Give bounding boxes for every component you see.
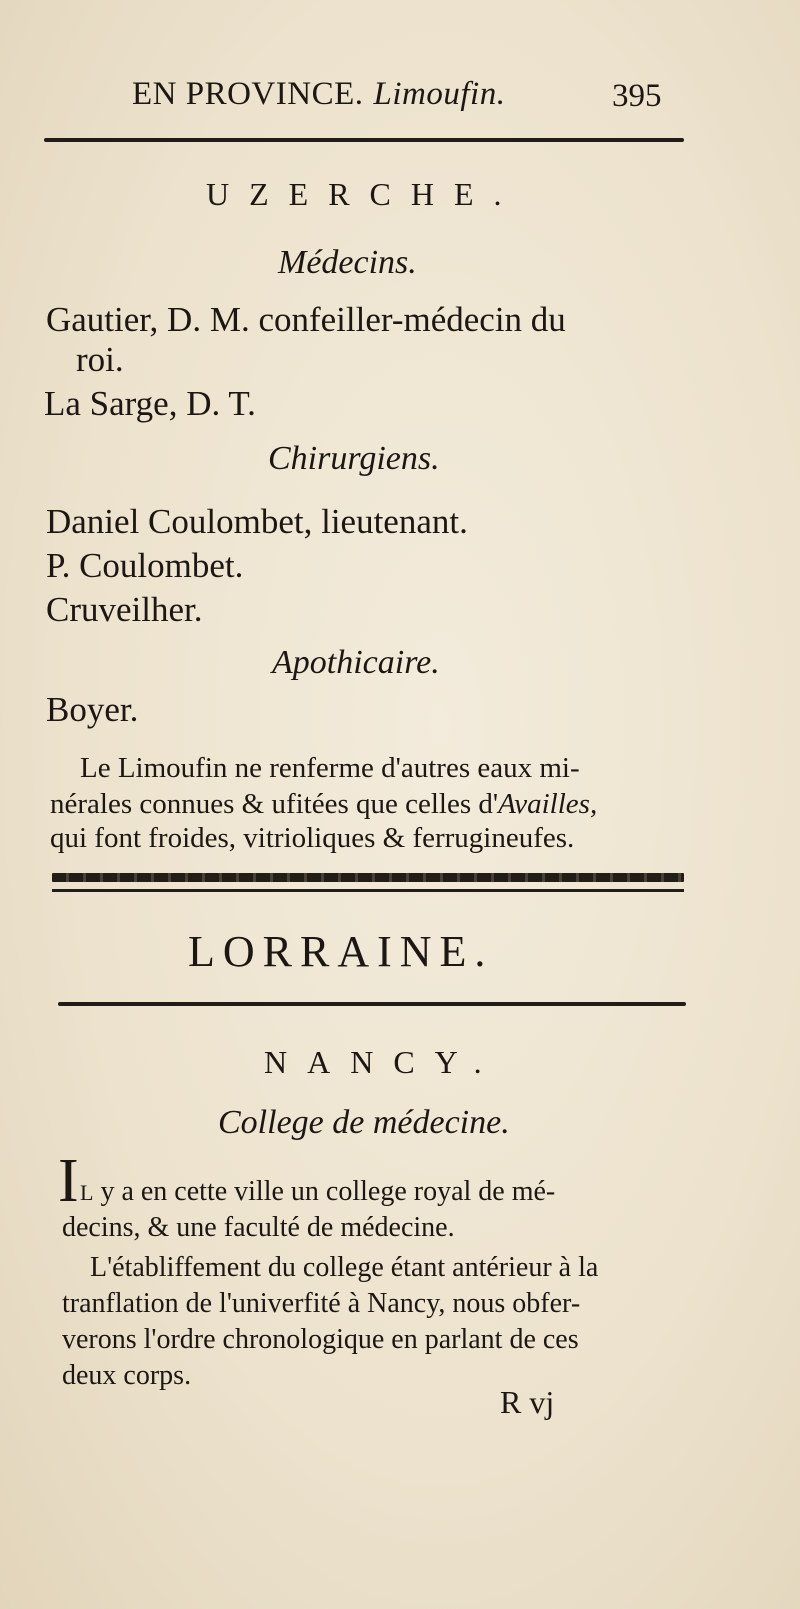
note-line: nérales connues & ufitées que celles d'Availles, [50, 788, 598, 820]
town-heading-nancy: NANCY. [264, 1044, 502, 1080]
section-heading-chirurgiens: Chirurgiens. [268, 440, 440, 477]
running-head-region: Limoufin. [373, 76, 506, 112]
town-heading-uzerche: UZERCHE. [206, 176, 522, 212]
paragraph-line: deux corps. [62, 1360, 192, 1391]
note-line: qui font froides, vitrioliques & ferrugineufes. [50, 822, 575, 854]
region-rule [58, 1002, 686, 1006]
paragraph-line: L y a en cette ville un college royal de mé- [80, 1176, 556, 1207]
entry-line: P. Coulombet. [46, 546, 244, 585]
drop-cap: I [58, 1147, 79, 1215]
section-heading-apothicaire: Apothicaire. [272, 644, 440, 681]
entry-line: Cruveilher. [46, 590, 203, 629]
paragraph-line: L'établiffement du college étant antérieur à la [90, 1252, 599, 1283]
entry-line: La Sarge, D. T. [44, 384, 256, 423]
section-heading-college: College de médecine. [218, 1104, 510, 1141]
section-heading-medecins: Médecins. [278, 244, 417, 281]
signature-mark: R vj [500, 1384, 555, 1420]
ornamental-rule [52, 873, 684, 882]
paragraph-line: decins, & une faculté de médecine. [62, 1212, 455, 1243]
entry-line: roi. [76, 340, 124, 379]
header-rule [44, 138, 684, 142]
region-title: LORRAINE. [188, 927, 494, 976]
paragraph-line: tranflation de l'univerfité à Nancy, nous obfer- [62, 1288, 581, 1319]
running-head [132, 76, 505, 113]
page-number: 395 [612, 78, 662, 114]
running-head-section: EN PROVINCE. [132, 76, 364, 112]
entry-line: Boyer. [46, 690, 139, 729]
note-line: Le Limoufin ne renferme d'autres eaux mi- [80, 752, 580, 784]
entry-line: Gautier, D. M. confeiller-médecin du [46, 300, 566, 339]
ornamental-rule-thin [52, 889, 684, 892]
entry-line: Daniel Coulombet, lieutenant. [46, 502, 468, 541]
paragraph-line: verons l'ordre chronologique en parlant de ces [62, 1324, 579, 1355]
